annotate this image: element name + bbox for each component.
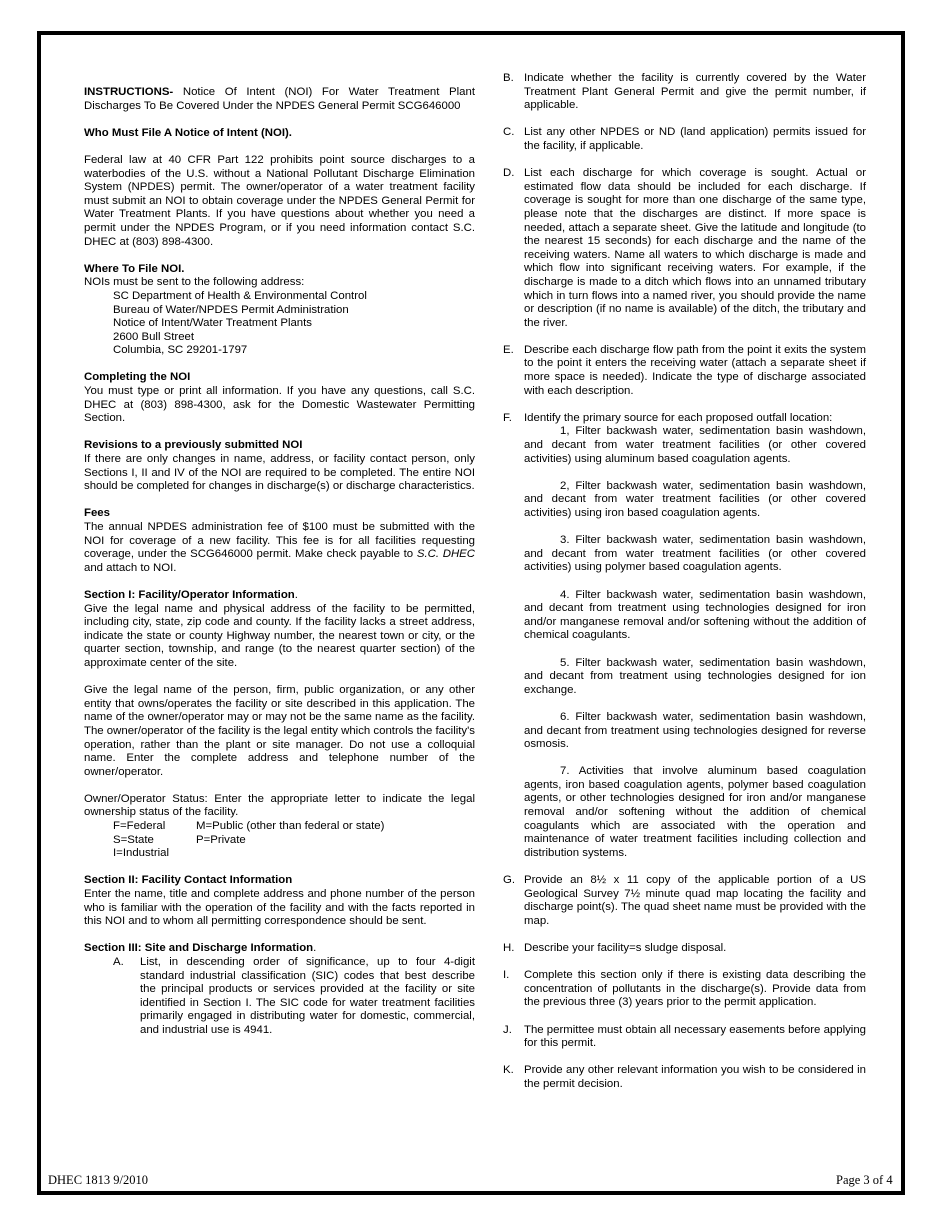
page-number: Page 3 of 4	[836, 1173, 893, 1187]
revisions-title: Revisions to a previously submitted NOI	[84, 439, 303, 452]
outfall-source-5: 5. Filter backwash water, sedimentation basin washdown, and decant from treatment using technologies designed for ion exchange.	[524, 656, 866, 696]
address-line: 2600 Bull Street	[113, 330, 195, 343]
status-code: I=Industrial	[113, 847, 170, 860]
owner-status-codes	[84, 820, 475, 861]
item-b: B. Indicate whether the facility is currently covered by the Water Treatment Plant General Permit and give the permit number, if applicable.	[503, 72, 866, 112]
status-code: M=Public (other than federal or state)	[196, 820, 385, 833]
form-id: DHEC 1813 9/2010	[48, 1173, 148, 1187]
where-to-file-intro: NOIs must be sent to the following address:	[84, 276, 305, 289]
status-code: P=Private	[196, 833, 246, 846]
item-k: K. Provide any other relevant information you wish to be considered in the permit decision.	[503, 1064, 866, 1090]
address-line: Columbia, SC 29201-1797	[113, 344, 248, 357]
section-3-title: Section III: Site and Discharge Information.	[84, 942, 317, 955]
owner-status-intro: Owner/Operator Status: Enter the appropriate letter to indicate the legal ownership status of the facility.	[84, 792, 475, 819]
item-d: D. List each discharge for which coverage is sought. Actual or estimated flow data should be included for each discharge. If coverage is sought for more than one discharge of the same type, please note that the discharges are distinct. If more space is needed, attach a separate sheet. Give the latitude and longitude (to the nearest 15 seconds) for each discharge and the name of the receiving waters. Name all waters to which discharge is made and which flow into significant receiving waters. For example, if the discharge is made to a ditch which flows into an unnamed tributary which in turn flows into a named river, you should provide the name or description (if no name is available) of the ditch, the tributary and the river.	[503, 167, 866, 329]
fees-text: The annual NPDES administration fee of $100 must be submitted with the NOI for coverage of a new facility. This fee is for all facilities requesting coverage, under the SCG646000 permit. Make check payable to S.C. DHEC and attach to NOI.	[84, 521, 475, 574]
item-text: List, in descending order of significance, up to four 4-digit standard industrial classification (SIC) codes that best describe the principal products or services provided at the facility or site identified in Section I. The SIC code for water treatment facilities primarily engaged in distributing water for domestic, commercial, and industrial use is 4941.	[140, 956, 475, 1036]
outfall-source-3: 3. Filter backwash water, sedimentation basin washdown, and decant from water treatment facilities (or other covered activities) using polymer based coagulation agents.	[524, 534, 866, 574]
outfall-source-1: 1, Filter backwash water, sedimentation basin washdown, and decant from water treatment facilities (or other covered activities) using aluminum based coagulation agents.	[524, 425, 866, 465]
outfall-source-2: 2, Filter backwash water, sedimentation basin washdown, and decant from water treatment facilities (or other covered activities) using iron based coagulation agents.	[524, 479, 866, 519]
section-1-title: Section I: Facility/Operator Information.	[84, 588, 298, 601]
address-line: Bureau of Water/NPDES Permit Administration	[113, 303, 349, 316]
section-2-title: Section II: Facility Contact Information	[84, 874, 293, 887]
mailing-address	[84, 290, 475, 358]
status-code: F=Federal	[113, 820, 166, 833]
fees-title: Fees	[84, 507, 110, 520]
section-1-text-1: Give the legal name and physical address of the facility to be permitted, including city, state, zip code and county. If the facility lacks a street address, indicate the state or county Highway number, the nearest town or city, or the quarter section, township, and range (to the nearest quarter section) of the approximate center of the site.	[84, 602, 475, 669]
address-line: Notice of Intent/Water Treatment Plants	[113, 317, 313, 330]
item-e: E. Describe each discharge flow path from the point it exits the system to the point it enters the receiving water (attach a separate sheet if more space is needed). Indicate the type of discharge associated with each description.	[503, 343, 866, 397]
section-2-text: Enter the name, title and complete address and phone number of the person who is familiar with the operation of the facility and with the facts reported in this NOI and to whom all permitting correspondence should be sent.	[84, 888, 475, 928]
item-f: F. Identify the primary source for each proposed outfall location: 1, Filter backwash water, sedimentation basin washdown, and decant from water treatment facilities (or other covered activities) using aluminum based coagulation agents. 2, Filter backwash water, sedimentation basin washdown, and decant from water treatment facilities (or other covered activities) using iron based coagulation agents. 3. Filter backwash water, sedimentation basin washdown, and decant from water treatment facilities (or other covered activities) using polymer based coagulation agents. 4. Filter backwash water, sedimentation basin washdown, and decant from treatment using technologies designed for iron and/or manganese removal and/or softening without the addition of chemical coagulants. 5. Filter backwash water, sedimentation basin washdown, and decant from treatment using technologies designed for ion exchange. 6. Filter backwash water, sedimentation basin washdown, and decant from treatment using technologies designed for reverse osmosis. 7. Activities that involve aluminum based coagulation agents, iron based coagulation agents, polymer based coagulation agents, or other technologies designed for iron and/or manganese removal and/or softening without the addition of chemical coagulants which are associated with the operation and maintenance of water treatment facilities including collection and distribution systems.	[503, 411, 866, 859]
item-g: G. Provide an 8½ x 11 copy of the applicable portion of a US Geological Survey 7½ minute quad map locating the facility and discharge point(s). The quad sheet name must be provided with the map.	[503, 874, 866, 927]
section-1-text-2: Give the legal name of the person, firm, public organization, or any other entity that owns/operates the facility or site described in this application. The name of the owner/operator may or may not be the same name as the facility. The owner/operator of the facility is the legal entity which controls the facility's operation, rather than the plant or site manager. Do not use a colloquial name. Enter the complete address and telephone number of the owner/operator.	[84, 684, 475, 778]
where-to-file-title: Where To File NOI.	[84, 262, 185, 275]
item-j: J. The permittee must obtain all necessary easements before applying for this permit.	[503, 1023, 866, 1050]
who-must-file-text: Federal law at 40 CFR Part 122 prohibits point source discharges to a waterbodies of the U.S. without a National Pollutant Discharge Elimination System (NPDES) permit. The owner/operator of a water treatment facility must submit an NOI to obtain coverage under the NPDES General Permit for Water Treatment Plants. If you have questions about whether you need a permit under the NPDES Program, or if you need information contact S.C. DHEC at (803) 898-4300.	[84, 153, 475, 248]
item-i: I. Complete this section only if there is existing data describing the concentration of pollutants in the discharge(s). Provide data from the previous three (3) years prior to the permit application.	[503, 969, 866, 1009]
item-label: A.	[113, 956, 124, 968]
completing-title: Completing the NOI	[84, 371, 191, 384]
instructions-heading: INSTRUCTIONS- Notice Of Intent (NOI) For Water Treatment Plant Discharges To Be Covered Under the NPDES General Permit SCG646000	[84, 86, 475, 112]
outfall-source-4: 4. Filter backwash water, sedimentation basin washdown, and decant from treatment using technologies designed for iron and/or manganese removal and/or softening without the addition of chemical coagulants.	[524, 588, 866, 642]
outfall-source-7: 7. Activities that involve aluminum based coagulation agents, iron based coagulation agents, polymer based coagulation agents, or other technologies designed for iron and/or manganese removal and/or softening without the addition of chemical coagulants which are associated with the operation and maintenance of water treatment facilities including collection and distribution systems.	[524, 765, 866, 859]
outfall-source-6: 6. Filter backwash water, sedimentation basin washdown, and decant from treatment using technologies designed for reverse osmosis.	[524, 710, 866, 751]
item-c: C. List any other NPDES or ND (land application) permits issued for the facility, if applicable.	[503, 126, 866, 152]
right-column	[503, 72, 866, 1105]
section-3-item-a	[84, 956, 475, 1038]
status-code: S=State	[113, 833, 154, 846]
who-must-file-title: Who Must File A Notice of Intent (NOI).	[84, 126, 292, 139]
address-line: SC Department of Health & Environmental Control	[113, 289, 367, 302]
item-f-intro: Identify the primary source for each proposed outfall location:	[524, 411, 833, 424]
left-column	[84, 86, 475, 1038]
revisions-text: If there are only changes in name, address, or facility contact person, only Sections I, II and IV of the NOI are required to be completed. The entire NOI should be completed for changes in discharge(s) or discharge characteristics.	[84, 453, 475, 493]
item-h: H. Describe your facility=s sludge disposal.	[503, 942, 727, 954]
completing-text: You must type or print all information. If you have any questions, call S.C. DHEC at (803) 898-4300, ask for the Domestic Wastewater Permitting Section.	[84, 385, 475, 425]
